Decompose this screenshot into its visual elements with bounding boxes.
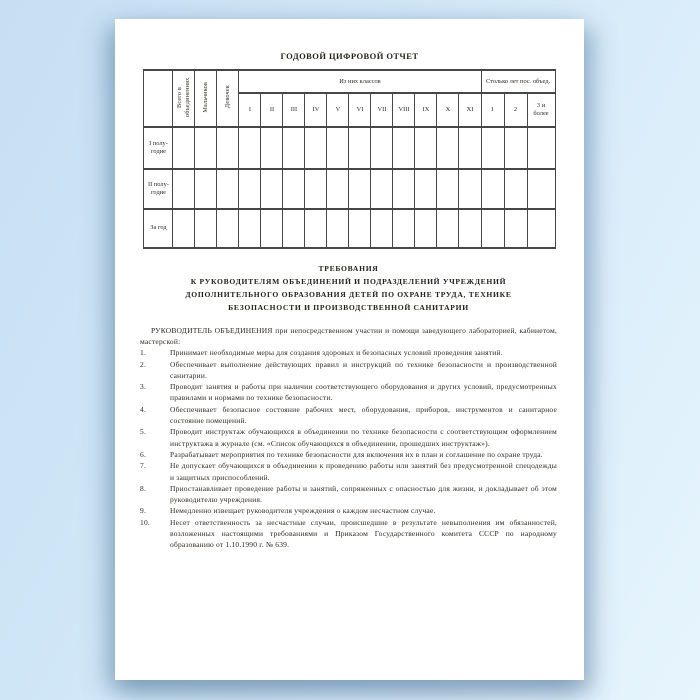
table-row-second-half-year [144, 169, 555, 209]
item-number: 1. [140, 348, 147, 358]
requirements-heading [140, 262, 557, 314]
row-label-full-year: За год [144, 209, 173, 248]
col-group-years-attended: Столько лет пос. объед. [481, 70, 555, 93]
item-text: Немедленно извещает руководителя учреждения о каждом несчастном случае. [170, 506, 436, 516]
table-cell-empty [239, 127, 261, 169]
table-cell-empty [459, 169, 481, 209]
table-cell-empty [415, 127, 437, 169]
vertical-label: Девочек [224, 85, 232, 109]
col-group-classes: Из них классов [239, 70, 481, 93]
table-cell-empty [305, 209, 327, 248]
table-row-first-half-year [144, 127, 555, 169]
table-cell-empty [261, 169, 283, 209]
table-cell-empty [195, 209, 217, 248]
table-cell-empty [349, 169, 371, 209]
document-page [115, 19, 584, 680]
row-label-first-half-year: I полугодие [144, 127, 173, 169]
table-cell-empty [415, 169, 437, 209]
table-cell-empty [239, 169, 261, 209]
requirements-intro-paragraph: РУКОВОДИТЕЛЬ ОБЪЕДИНЕНИЯ при непосредственном участии и помощи заведующего лабораторией, кабинетом, мастерской: [140, 325, 557, 346]
item-text: Не допускает обучающихся в объединении к проведению работы или занятий без предусмотренной спецодежды и защитных приспособлений. [170, 461, 557, 482]
col-header-girls [217, 70, 239, 127]
item-text: Принимает необходимые меры для создания здоровых и безопасных условий проведения занятий. [170, 348, 503, 358]
list-item-8 [140, 483, 557, 506]
col-header-class-ii: II [261, 93, 283, 127]
table-header-row-groups [144, 70, 555, 93]
item-number: 2. [140, 359, 147, 369]
table-cell-empty [393, 209, 415, 248]
item-text: Обеспечивает выполнение действующих правил и инструкций по технике безопасности и производственной санитарии. [170, 359, 557, 380]
list-item-7 [140, 460, 557, 483]
item-text: Разрабатывает мероприятия по технике безопасности для включения их в план и соглашение по охране труда. [170, 449, 543, 459]
table-cell-empty [305, 127, 327, 169]
item-number: 5. [140, 427, 147, 437]
col-header-class-vi: VI [349, 93, 371, 127]
requirements-heading-line: БЕЗОПАСНОСТИ И ПРОИЗВОДСТВЕННОЙ САНИТАРИИ [228, 302, 469, 312]
table-cell-empty [437, 169, 459, 209]
table-cell-empty [504, 169, 527, 209]
table-cell-empty [173, 169, 195, 209]
item-number: 9. [140, 506, 147, 516]
table-cell-empty [283, 127, 305, 169]
table-cell-empty [173, 209, 195, 248]
table-cell-empty [371, 169, 393, 209]
col-header-class-viii: VIII [393, 93, 415, 127]
item-text: Обеспечивает безопасное состояние рабочих мест, оборудования, приборов, инструментов и санитарное состояние помещений. [170, 404, 557, 426]
table-cell-empty [283, 209, 305, 248]
col-header-years-1: 1 [481, 93, 504, 127]
col-header-class-ix: IX [415, 93, 437, 127]
table-cell-empty [305, 169, 327, 209]
table-cell-empty [459, 127, 481, 169]
item-number: 3. [140, 382, 147, 392]
item-number: 4. [140, 404, 147, 414]
vertical-label: Всего в объединениях [176, 77, 191, 117]
list-item-9 [140, 505, 557, 516]
col-header-class-x: X [437, 93, 459, 127]
table-cell-empty [349, 127, 371, 169]
table-cell-empty [371, 209, 393, 248]
col-header-total-in-associations [173, 70, 195, 127]
table-cell-empty [393, 127, 415, 169]
table-cell-empty [327, 169, 349, 209]
item-number: 7. [140, 461, 147, 471]
document-title: ГОДОВОЙ ЦИФРОВОЙ ОТЧЕТ [280, 51, 419, 61]
requirements-list [140, 347, 557, 550]
col-header-class-xi: XI [459, 93, 481, 127]
list-item-5 [140, 426, 557, 449]
table-cell-empty [349, 209, 371, 248]
table-cell-empty [415, 209, 437, 248]
list-item-3 [140, 381, 557, 404]
list-item-10 [140, 517, 557, 551]
requirements-heading-line: ТРЕБОВАНИЯ [318, 263, 379, 273]
table-cell-empty [371, 127, 393, 169]
table-cell-empty [437, 209, 459, 248]
table-cell-empty [173, 127, 195, 169]
item-number: 10. [140, 517, 150, 527]
table-corner-cell [144, 70, 173, 127]
table-cell-empty [217, 127, 239, 169]
table-cell-empty [195, 127, 217, 169]
table-cell-empty [527, 127, 555, 169]
table-cell-empty [327, 127, 349, 169]
table-cell-empty [393, 169, 415, 209]
table-cell-empty [481, 127, 504, 169]
table-cell-empty [527, 209, 555, 248]
table-cell-empty [504, 209, 527, 248]
table-cell-empty [261, 127, 283, 169]
table-cell-empty [437, 127, 459, 169]
table-cell-empty [504, 127, 527, 169]
list-item-4 [140, 404, 557, 427]
table-cell-empty [283, 169, 305, 209]
table-cell-empty [195, 169, 217, 209]
requirements-body [140, 325, 557, 551]
table-cell-empty [481, 209, 504, 248]
table-row-full-year [144, 209, 555, 248]
list-item-1 [140, 347, 557, 358]
item-text: Проводит инструктаж обучающихся в объединении по технике безопасности с соответствующим оформлением инструктажа в журнале (см. «Список обучающихся в объединении, прошедших инструктаж»). [170, 427, 557, 448]
table-cell-empty [459, 209, 481, 248]
requirements-heading-line: К РУКОВОДИТЕЛЯМ ОБЪЕДИНЕНИЙ И ПОДРАЗДЕЛЕНИЙ УЧРЕЖДЕНИЙ [190, 276, 507, 286]
item-number: 6. [140, 449, 147, 459]
col-header-boys [195, 70, 217, 127]
vertical-label: Мальчиков [202, 81, 210, 113]
col-header-class-v: V [327, 93, 349, 127]
col-header-class-i: I [239, 93, 261, 127]
list-item-6 [140, 449, 557, 460]
row-label-second-half-year: II полугодие [144, 169, 173, 209]
col-header-class-iv: IV [305, 93, 327, 127]
table-cell-empty [261, 209, 283, 248]
list-item-2 [140, 359, 557, 382]
item-number: 8. [140, 483, 147, 493]
table-cell-empty [217, 169, 239, 209]
col-header-class-iii: III [283, 93, 305, 127]
annual-report-table [143, 69, 555, 249]
table-cell-empty [481, 169, 504, 209]
table-cell-empty [527, 169, 555, 209]
item-text: Проводит занятия и работы при наличии соответствующего оборудования и других условий, предусмотренных правилами и нормами по технике безопасности. [170, 382, 557, 403]
table-cell-empty [327, 209, 349, 248]
item-text: Приостанавливает проведение работы и занятий, сопряженных с опасностью для жизни, и докладывает об этом руководителю учреждения. [170, 483, 557, 505]
requirements-heading-line: ДОПОЛНИТЕЛЬНОГО ОБРАЗОВАНИЯ ДЕТЕЙ ПО ОХРАНЕ ТРУДА, ТЕХНИКЕ [185, 289, 512, 299]
col-header-years-3plus: 3 и более [527, 93, 555, 127]
col-header-class-vii: VII [371, 93, 393, 127]
col-header-years-2: 2 [504, 93, 527, 127]
table-cell-empty [239, 209, 261, 248]
table-cell-empty [217, 209, 239, 248]
item-text: Несет ответственность за несчастные случаи, происшедшие в результате невыполнения им обязанностей, возложенных настоящими требованиями и Приказом Государственного комитета СССР по народному образованию от 1.10.1990 г. № 639. [170, 517, 557, 550]
